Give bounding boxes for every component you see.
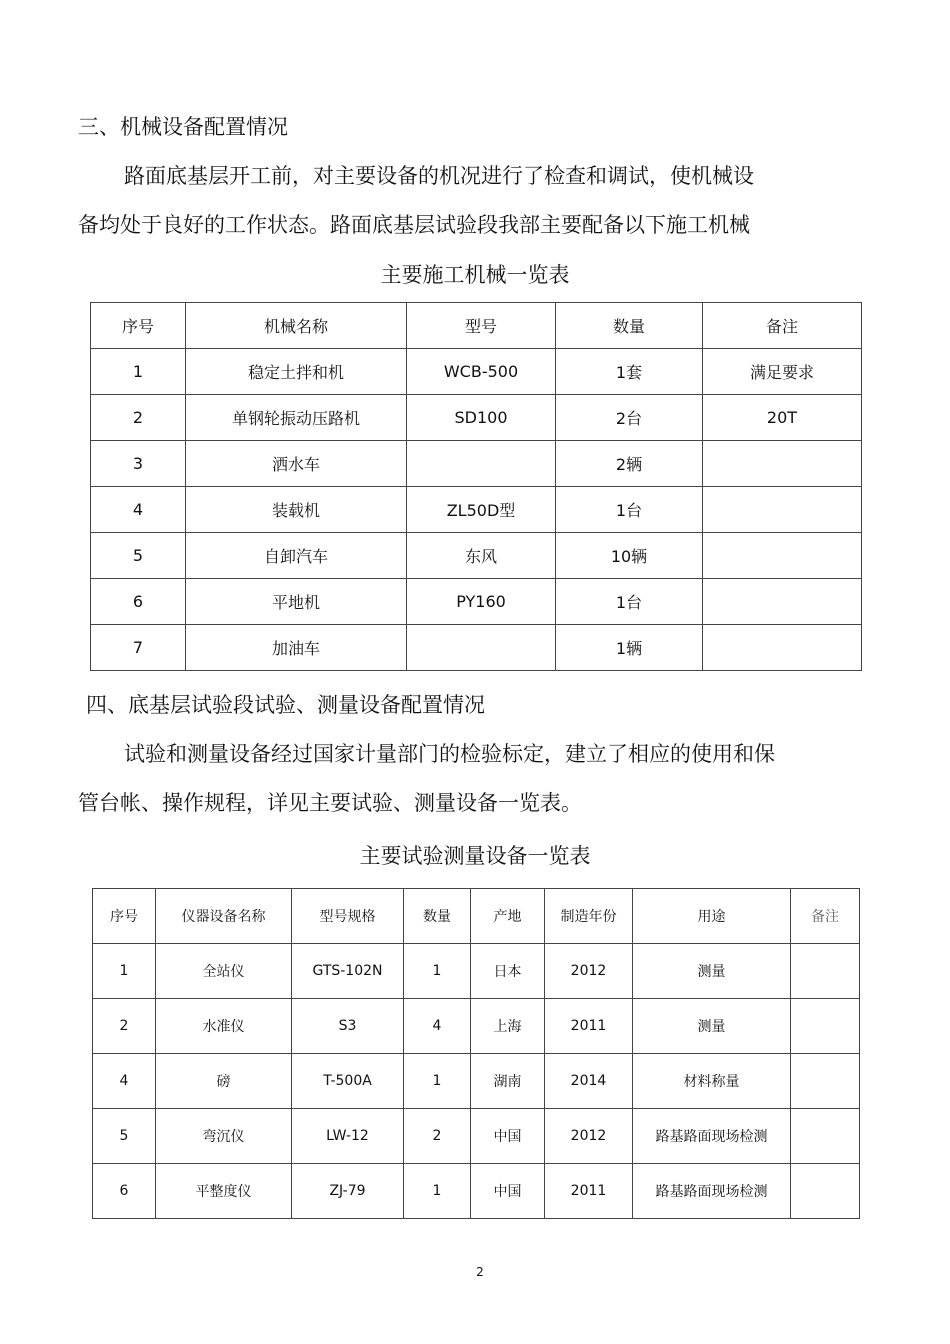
equipment-table-cell: 2012 (545, 944, 633, 999)
machinery-table-header-cell: 序号 (91, 303, 186, 349)
equipment-table-cell: 2 (93, 999, 156, 1054)
equipment-table-cell: 6 (93, 1164, 156, 1219)
machinery-table-row (91, 487, 862, 533)
machinery-table-row (91, 625, 862, 671)
machinery-table-cell: 2 (91, 395, 186, 441)
machinery-table-cell: 稳定土拌和机 (186, 349, 407, 395)
machinery-table-cell: 装载机 (186, 487, 407, 533)
equipment-table-cell: 1 (404, 1164, 471, 1219)
equipment-table-cell: T-500A (292, 1054, 404, 1109)
machinery-table-cell (703, 625, 862, 671)
machinery-table-row (91, 579, 862, 625)
machinery-table-cell: 1 (91, 349, 186, 395)
equipment-table-cell: 路基路面现场检测 (633, 1164, 791, 1219)
section3-heading: 三、机械设备配置情况 (78, 115, 288, 139)
machinery-table-header-cell: 型号 (407, 303, 556, 349)
machinery-table-cell: 自卸汽车 (186, 533, 407, 579)
equipment-table-cell: 磅 (156, 1054, 292, 1109)
section4-paragraph-line1: 试验和测量设备经过国家计量部门的检验标定，建立了相应的使用和保 (124, 742, 775, 766)
equipment-table-cell: ZJ-79 (292, 1164, 404, 1219)
machinery-table-cell (407, 441, 556, 487)
machinery-table-header-cell: 数量 (556, 303, 703, 349)
equipment-table-row (93, 1054, 860, 1109)
equipment-table-header-cell: 制造年份 (545, 889, 633, 944)
equipment-table-header-row (93, 889, 860, 944)
machinery-table-cell: 1台 (556, 579, 703, 625)
equipment-table-cell: 4 (93, 1054, 156, 1109)
machinery-table-cell: 东风 (407, 533, 556, 579)
equipment-table-header-cell: 序号 (93, 889, 156, 944)
machinery-table-cell: 5 (91, 533, 186, 579)
equipment-table-cell: 弯沉仪 (156, 1109, 292, 1164)
equipment-table-cell: 日本 (471, 944, 545, 999)
equipment-table-cell: 湖南 (471, 1054, 545, 1109)
machinery-table-cell: 4 (91, 487, 186, 533)
equipment-table-cell: 4 (404, 999, 471, 1054)
equipment-table-cell: 2012 (545, 1109, 633, 1164)
machinery-table-cell: 3 (91, 441, 186, 487)
machinery-table-cell: 满足要求 (703, 349, 862, 395)
equipment-table-row (93, 1164, 860, 1219)
machinery-table-caption: 主要施工机械一览表 (380, 263, 570, 287)
equipment-table-header-cell: 数量 (404, 889, 471, 944)
equipment-table-row (93, 944, 860, 999)
machinery-table-cell (703, 579, 862, 625)
machinery-table-cell: SD100 (407, 395, 556, 441)
machinery-table-cell (703, 487, 862, 533)
machinery-table-cell: 6 (91, 579, 186, 625)
equipment-table-cell (791, 1109, 860, 1164)
machinery-table-cell: 20T (703, 395, 862, 441)
machinery-table-cell: 平地机 (186, 579, 407, 625)
equipment-table-header-cell: 仪器设备名称 (156, 889, 292, 944)
equipment-table-cell: 1 (93, 944, 156, 999)
machinery-table-row (91, 533, 862, 579)
machinery-table-cell: 加油车 (186, 625, 407, 671)
machinery-table-header-cell: 机械名称 (186, 303, 407, 349)
equipment-table-cell: 1 (404, 944, 471, 999)
equipment-table-cell: 中国 (471, 1109, 545, 1164)
machinery-table-row (91, 441, 862, 487)
equipment-table-cell (791, 999, 860, 1054)
equipment-table-caption: 主要试验测量设备一览表 (359, 844, 591, 868)
machinery-table-row (91, 349, 862, 395)
machinery-table-cell: 1套 (556, 349, 703, 395)
machinery-table-cell: ZL50D型 (407, 487, 556, 533)
equipment-table-cell: 路基路面现场检测 (633, 1109, 791, 1164)
machinery-table-cell (703, 533, 862, 579)
equipment-table-cell: 材料称量 (633, 1054, 791, 1109)
equipment-table-cell: 水准仪 (156, 999, 292, 1054)
equipment-table-cell: 中国 (471, 1164, 545, 1219)
machinery-table-cell: 洒水车 (186, 441, 407, 487)
equipment-table-cell: S3 (292, 999, 404, 1054)
equipment-table-header-cell: 备注 (791, 889, 860, 944)
machinery-table-cell: 单钢轮振动压路机 (186, 395, 407, 441)
machinery-table-header-cell: 备注 (703, 303, 862, 349)
equipment-table-cell: 平整度仪 (156, 1164, 292, 1219)
section4-heading: 四、底基层试验段试验、测量设备配置情况 (86, 693, 485, 717)
machinery-table-cell: 1辆 (556, 625, 703, 671)
equipment-table-cell (791, 1054, 860, 1109)
machinery-table-header-row (91, 303, 862, 349)
equipment-table-header-cell: 产地 (471, 889, 545, 944)
equipment-table-cell: 5 (93, 1109, 156, 1164)
equipment-table-cell: 1 (404, 1054, 471, 1109)
equipment-table-cell: 2011 (545, 1164, 633, 1219)
machinery-table-cell: 7 (91, 625, 186, 671)
equipment-table-cell: 2014 (545, 1054, 633, 1109)
machinery-table-cell (703, 441, 862, 487)
machinery-table-cell: PY160 (407, 579, 556, 625)
machinery-table-cell: 2辆 (556, 441, 703, 487)
machinery-table-cell (407, 625, 556, 671)
machinery-table (90, 302, 862, 671)
machinery-table-cell: 2台 (556, 395, 703, 441)
page-number: 2 (476, 1265, 484, 1279)
equipment-table-cell (791, 944, 860, 999)
equipment-table-cell: 测量 (633, 944, 791, 999)
equipment-table-cell: 2011 (545, 999, 633, 1054)
machinery-table-cell: WCB-500 (407, 349, 556, 395)
equipment-table-row (93, 999, 860, 1054)
equipment-table-cell: GTS-102N (292, 944, 404, 999)
section4-paragraph-line2: 管台帐、操作规程，详见主要试验、测量设备一览表。 (78, 791, 582, 815)
section3-paragraph-line1: 路面底基层开工前，对主要设备的机况进行了检查和调试，使机械设 (124, 164, 754, 188)
equipment-table-cell (791, 1164, 860, 1219)
equipment-table-row (93, 1109, 860, 1164)
machinery-table-cell: 10辆 (556, 533, 703, 579)
machinery-table-row (91, 395, 862, 441)
equipment-table-header-cell: 用途 (633, 889, 791, 944)
equipment-table (92, 888, 860, 1219)
machinery-table-cell: 1台 (556, 487, 703, 533)
equipment-table-cell: 全站仪 (156, 944, 292, 999)
section3-paragraph-line2: 备均处于良好的工作状态。路面底基层试验段我部主要配备以下施工机械 (78, 213, 750, 237)
equipment-table-cell: 上海 (471, 999, 545, 1054)
equipment-table-cell: 2 (404, 1109, 471, 1164)
equipment-table-cell: 测量 (633, 999, 791, 1054)
equipment-table-cell: LW-12 (292, 1109, 404, 1164)
equipment-table-header-cell: 型号规格 (292, 889, 404, 944)
